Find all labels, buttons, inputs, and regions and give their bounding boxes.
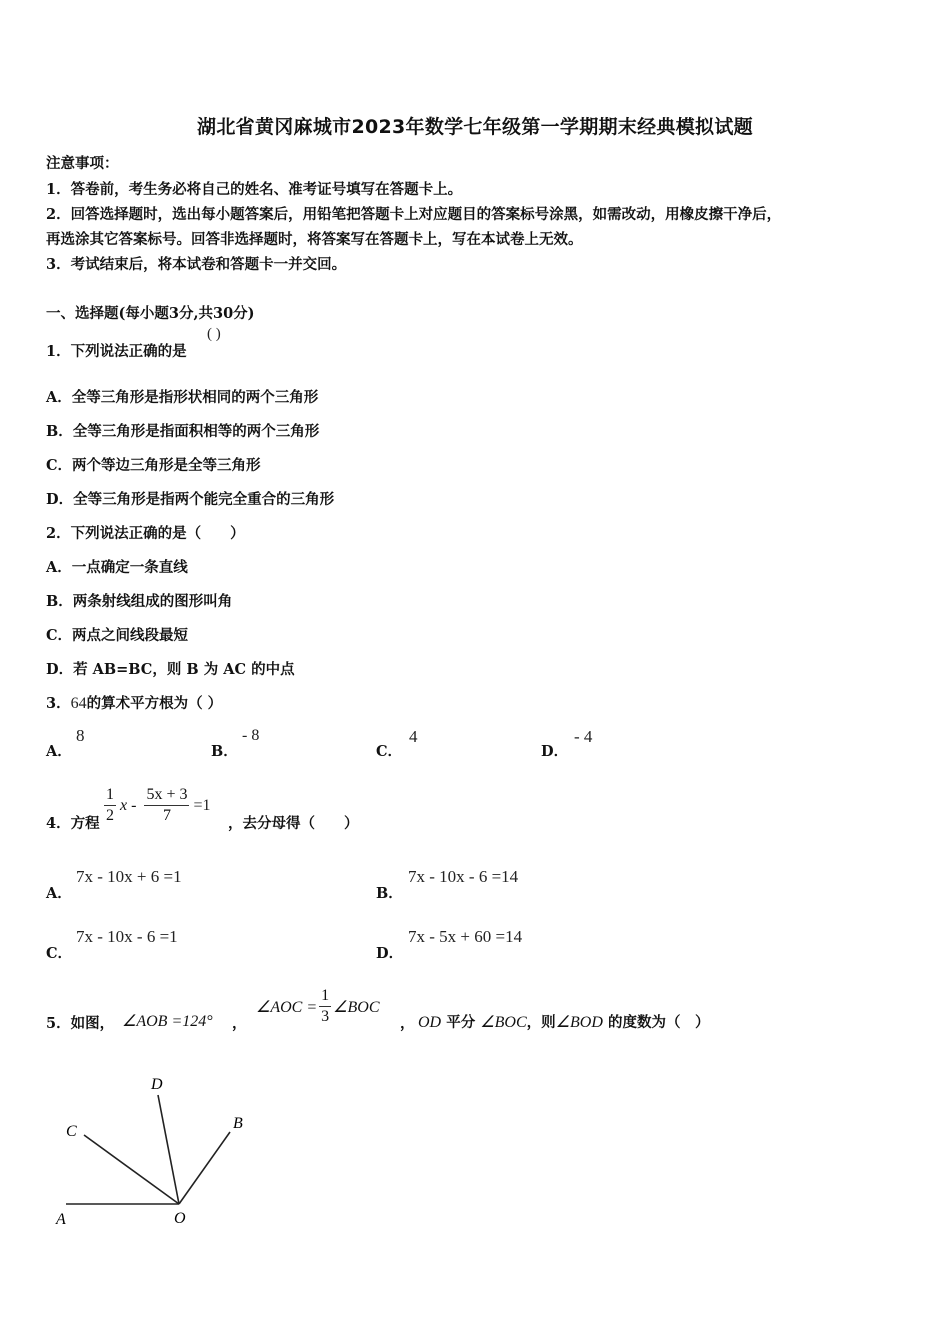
q4-b-label: B． — [376, 885, 403, 902]
q4-c-label: C． — [46, 945, 73, 962]
q5-angle-figure — [40, 1070, 270, 1240]
q4-c-value: 7x - 10x - 6 =1 — [76, 927, 178, 946]
notice-line-1: 1．答卷前，考生务必将自己的姓名、准考证号填写在答题卡上。 — [46, 181, 463, 198]
label-b: B — [233, 1115, 243, 1132]
q2-option-a: A．一点确定一条直线 — [46, 559, 188, 576]
q5-fraction — [319, 986, 331, 1027]
notice-line-3: 3．考试结束后，将本试卷和答题卡一并交回。 — [46, 256, 347, 273]
q3-stem-text: 的算术平方根为（ ） — [86, 695, 223, 712]
q5-angle-boc: ∠BOC — [333, 998, 380, 1016]
q3-d-label: D． — [541, 743, 569, 760]
q4-frac1-den: 2 — [106, 807, 114, 824]
ray-ob — [179, 1132, 230, 1204]
q3-c-value: 4 — [409, 727, 418, 746]
q4-d-label: D． — [376, 945, 404, 962]
label-o: O — [174, 1210, 186, 1227]
q3-d-value: - 4 — [574, 727, 593, 746]
label-c: C — [66, 1123, 77, 1140]
q3-b-label: B． — [211, 743, 238, 760]
ray-od — [158, 1095, 179, 1204]
q5-frac-den: 3 — [321, 1008, 330, 1025]
q4-frac2-num: 5x + 3 — [144, 785, 189, 806]
q5-angle-aob: ∠AOB =124° — [122, 1013, 213, 1030]
notice-heading: 注意事项： — [46, 155, 119, 172]
notice-line-2b: 再选涂其它答案标号。回答非选择题时，将答案写在答题卡上，写在本试卷上无效。 — [46, 231, 583, 248]
q1-option-a: A．全等三角形是指形状相同的两个三角形 — [46, 389, 319, 406]
notice-line-2a: 2．回答选择题时，选出每小题答案后，用铅笔把答题卡上对应题目的答案标号涂黑，如需改动，用橡皮擦干净后， — [46, 206, 782, 223]
q5-boc: ∠BOC — [480, 1014, 527, 1031]
q4-equals: =1 — [193, 796, 211, 814]
q4-frac2-den: 7 — [162, 807, 171, 824]
q5-comma-2: ， — [400, 1015, 415, 1032]
ray-oc — [84, 1135, 179, 1204]
q5-bisect: 平分 — [446, 1014, 476, 1031]
q1-option-b: B．全等三角形是指面积相等的两个三角形 — [46, 423, 320, 440]
q5-prefix: 5．如图， — [46, 1015, 115, 1032]
q3-c-label: C． — [376, 743, 403, 760]
q5-frac-num: 1 — [319, 986, 331, 1007]
q1-option-c: C．两个等边三角形是全等三角形 — [46, 457, 261, 474]
q3-prefix: 3． — [46, 695, 71, 712]
q3-a-label: A． — [46, 743, 72, 760]
q3-a-value: 8 — [76, 726, 85, 745]
q2-stem: 2．下列说法正确的是（ ） — [46, 525, 245, 542]
q3-stem — [46, 692, 222, 713]
q4-fraction-1 — [104, 785, 116, 826]
q4-d-value: 7x - 5x + 60 =14 — [408, 927, 523, 946]
q4-suffix: ，去分母得（ ） — [228, 815, 359, 832]
q5-rest — [418, 1011, 709, 1032]
q4-a-label: A． — [46, 885, 72, 902]
q2-option-d: D．若 AB=BC，则 B 为 AC 的中点 — [46, 661, 295, 678]
q5-od: OD — [418, 1014, 442, 1031]
q1-option-d: D．全等三角形是指两个能完全重合的三角形 — [46, 491, 335, 508]
q4-a-value: 7x - 10x + 6 =1 — [76, 867, 182, 886]
q4-x-minus: x - — [120, 796, 137, 814]
q4-fraction-2 — [144, 785, 189, 826]
q5-angle-relation — [256, 986, 379, 1027]
section-heading: 一、选择题(每小题3分,共30分) — [46, 305, 255, 322]
q4-equation — [104, 785, 211, 826]
q2-option-c: C．两点之间线段最短 — [46, 627, 189, 644]
label-a: A — [56, 1211, 66, 1228]
q3-value: 64 — [70, 695, 87, 712]
q4-b-value: 7x - 10x - 6 =14 — [408, 867, 519, 886]
q4-prefix: 4．方程 — [46, 815, 100, 832]
q2-option-b: B．两条射线组成的图形叫角 — [46, 593, 233, 610]
q4-frac1-num: 1 — [104, 785, 116, 806]
q5-then: ，则 — [526, 1014, 556, 1031]
label-d: D — [151, 1076, 163, 1093]
q3-b-value: - 8 — [242, 727, 260, 744]
q5-suffix: 的度数为（ ） — [607, 1014, 710, 1031]
page-title: 湖北省黄冈麻城市2023年数学七年级第一学期期末经典模拟试题 — [197, 116, 753, 138]
q5-comma-1: ， — [232, 1015, 247, 1032]
q1-stem: 1．下列说法正确的是 — [46, 343, 187, 360]
q1-paren: ( ) — [207, 326, 221, 342]
q5-bod: ∠BOD — [555, 1014, 603, 1031]
q5-angle-aoc: ∠AOC = — [256, 998, 318, 1016]
